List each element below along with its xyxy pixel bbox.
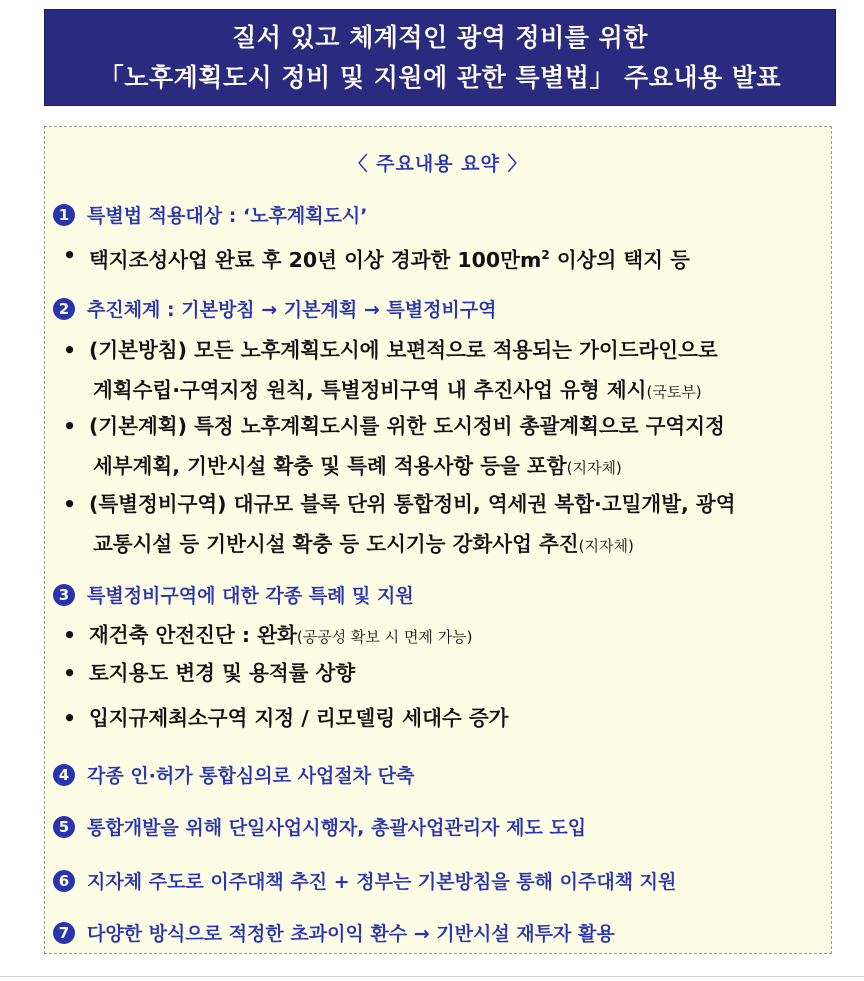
bullet-note: (지자체): [566, 459, 622, 477]
title-banner: [44, 9, 836, 106]
number-3-icon: 3: [53, 584, 75, 606]
section-1-heading: [53, 201, 367, 228]
section-5-heading: [53, 813, 586, 840]
bullet-line-2-text: 계획수립·구역지정 원칙, 특별정비구역 내 추진사업 유형 제시: [93, 378, 647, 402]
number-7-icon: 7: [53, 922, 75, 944]
section-3-heading: [53, 581, 414, 608]
number-1-icon: 1: [53, 204, 75, 226]
section-3-bullet-1: [63, 615, 825, 657]
section-7-title: 다양한 방식으로 적정한 초과이익 환수 → 기반시설 재투자 활용: [87, 923, 615, 945]
bullet-dot-icon: •: [63, 414, 77, 438]
section-3-bullet-3: [63, 698, 825, 738]
section-4-title: 각종 인·허가 통합심의로 사업절차 단축: [87, 765, 415, 787]
section-3-bullet-2: [63, 653, 825, 693]
number-2-icon: 2: [53, 298, 75, 320]
summary-panel: [44, 126, 832, 954]
bullet-dot-icon: •: [63, 706, 77, 730]
section-1-title: 특별법 적용대상 : ‘노후계획도시’: [87, 205, 368, 227]
section-2-bullet-3: [63, 484, 825, 566]
section-1-bullet-1: [63, 235, 825, 280]
bullet-main-text: 재건축 안전진단 : 완화: [89, 623, 297, 647]
title-line-2: 「노후계획도시 정비 및 지원에 관한 특별법」 주요내용 발표: [98, 62, 782, 92]
section-3-title: 특별정비구역에 대한 각종 특례 및 지원: [87, 585, 414, 607]
bullet-note: (국토부): [646, 383, 702, 401]
bullet-line-2-text: 교통시설 등 기반시설 확충 등 도시기능 강화사업 추진: [93, 532, 579, 556]
superscript: 2: [541, 248, 550, 262]
bullet-note: (공공성 확보 시 면제 가능): [296, 628, 473, 646]
number-4-icon: 4: [53, 764, 75, 786]
bullet-dot-icon: •: [63, 492, 77, 516]
bottom-divider: [0, 976, 864, 977]
section-6-title: 지자체 주도로 이주대책 추진 + 정부는 기본방침을 통해 이주대책 지원: [87, 871, 677, 893]
number-5-icon: 5: [53, 816, 75, 838]
bullet-line-2: [63, 446, 825, 488]
section-6-heading: [53, 867, 676, 894]
bullet-dot-icon: •: [63, 661, 77, 685]
section-2-bullet-2: [63, 406, 825, 488]
bullet-note: (지자체): [578, 537, 634, 555]
bullet-dot-icon: •: [63, 243, 77, 267]
bullet-main-text: 택지조성사업 완료 후 20년 이상 경과한 100만m: [89, 247, 542, 272]
section-2-title: 추진체계 : 기본방침 → 기본계획 → 특별정비구역: [87, 299, 497, 321]
bullet-dot-icon: •: [63, 338, 77, 362]
bullet-main-text: 입지규제최소구역 지정 / 리모델링 세대수 증가: [89, 706, 509, 730]
bullet-line-1: (특별정비구역) 대규모 블록 단위 통합정비, 역세권 복합·고밀개발, 광역: [89, 492, 736, 516]
title-line-1: 질서 있고 체계적인 광역 정비를 위한: [232, 22, 648, 52]
section-2-heading: [53, 295, 497, 322]
bullet-line-1: (기본방침) 모든 노후계획도시에 보편적으로 적용되는 가이드라인으로: [89, 338, 718, 362]
bullet-main-text: 토지용도 변경 및 용적률 상향: [89, 661, 356, 685]
section-5-title: 통합개발을 위해 단일사업시행자, 총괄사업관리자 제도 도입: [87, 817, 587, 839]
bullet-line-1: (기본계획) 특정 노후계획도시를 위한 도시정비 총괄계획으로 구역지정: [89, 414, 725, 438]
section-2-bullet-1: [63, 330, 825, 412]
bullet-dot-icon: •: [63, 623, 77, 647]
summary-heading: 〈 주요내용 요약 〉: [348, 153, 528, 175]
bullet-line-2-text: 세부계획, 기반시설 확충 및 특례 적용사항 등을 포함: [93, 454, 567, 478]
section-4-heading: [53, 761, 414, 788]
number-6-icon: 6: [53, 870, 75, 892]
bullet-rest-text: 이상의 택지 등: [549, 247, 690, 272]
section-7-heading: [53, 919, 615, 946]
bullet-line-2: [63, 524, 825, 566]
